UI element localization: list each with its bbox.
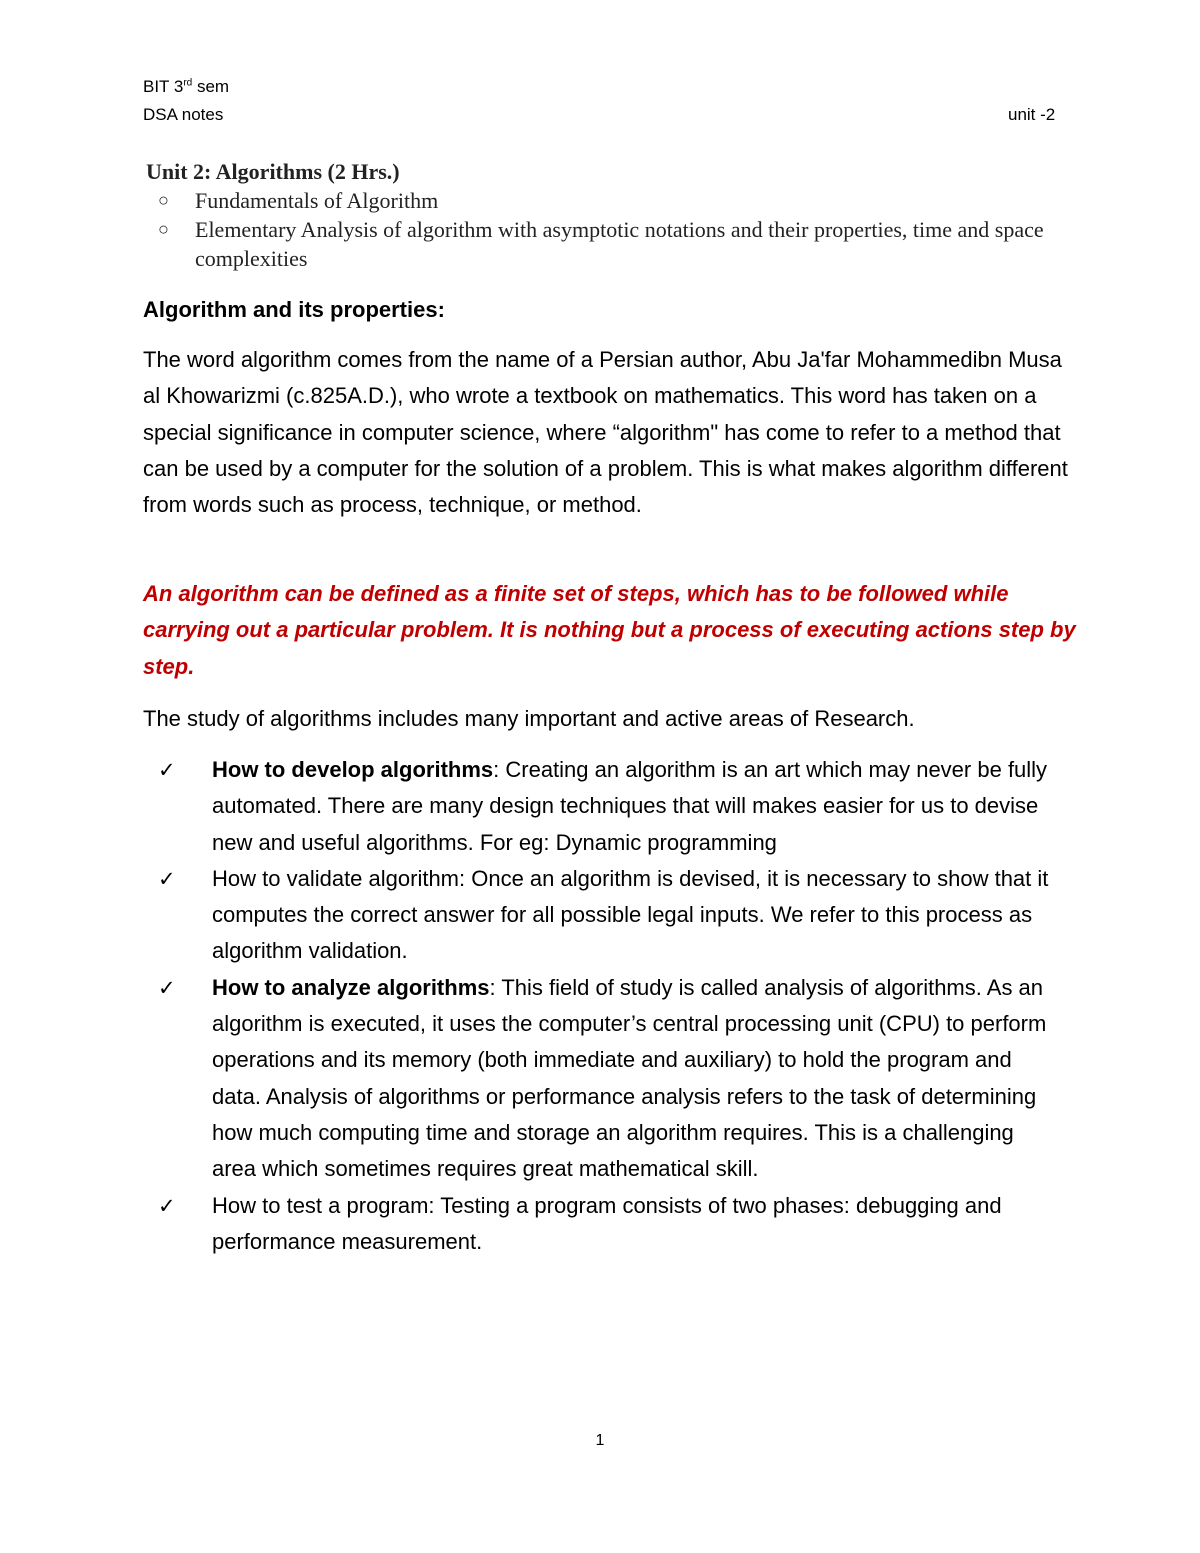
section-heading: Algorithm and its properties: (143, 297, 445, 322)
circle-bullet-icon: ○ (158, 190, 169, 210)
course-superscript: rd (183, 77, 193, 89)
checkmark-icon: ✓ (158, 758, 176, 782)
list-item (143, 752, 1063, 861)
subject-label: DSA notes (143, 105, 224, 124)
course-suffix: sem (192, 77, 230, 96)
syllabus-item-text: Fundamentals of Algorithm (195, 188, 439, 213)
syllabus-box (143, 158, 1153, 273)
list-item (143, 970, 1063, 1188)
syllabus-title: Unit 2: Algorithms (2 Hrs.) (146, 159, 400, 184)
item-text: How to validate algorithm: Once an algorithm is devised, it is necessary to show that it computes the correct answer for all possible legal inputs. We refer to this process as algorithm validation. (212, 865, 1049, 964)
checklist (143, 752, 1063, 1260)
study-paragraph: The study of algorithms includes many important and active areas of Research. (143, 706, 915, 731)
checkmark-icon: ✓ (158, 975, 176, 1000)
checkmark-icon: ✓ (158, 866, 176, 891)
unit-label: unit -2 (1008, 105, 1056, 124)
item-title: How to develop algorithms (212, 757, 494, 782)
syllabus-item (143, 215, 1153, 273)
definition-paragraph: An algorithm can be defined as a finite set of steps, which has to be followed while carrying out a particular problem. It is nothing but a process of executing actions step by step. (143, 581, 1076, 679)
item-text: : This field of study is called analysis of algorithms. As an algorithm is executed, it uses the computer’s central processing unit (CPU) to perform operations and its memory (both immediate and auxiliary) to hold the program and data. Analysis of algorithms or performance analysis refers to the task of determining how much computing time and storage an algorithm requires. This is a challenging area which sometimes requires great mathematical skill. (212, 974, 1047, 1182)
list-item (143, 1188, 1063, 1261)
circle-bullet-icon: ○ (158, 219, 169, 239)
intro-paragraph: The word algorithm comes from the name of a Persian author, Abu Ja'far Mohammedibn Musa al Khowarizmi (c.825A.D.), who wrote a textbook on mathematics. This word has taken on a special significance in computer science, where “algorithm" has come to refer to a method that can be used by a computer for the solution of a problem. This is what makes algorithm different from words such as process, technique, or method. (143, 347, 1068, 518)
item-text: How to test a program: Testing a program consists of two phases: debugging and performance measurement. (212, 1192, 1002, 1254)
item-text: : Creating an algorithm is an art which may never be fully automated. There are many design techniques that will makes easier for us to devise new and useful algorithms. For eg: Dynamic programming (212, 757, 1048, 855)
page-header (143, 73, 229, 129)
page-number: 1 (595, 1432, 605, 1449)
course-line (143, 73, 229, 101)
syllabus-item-text: Elementary Analysis of algorithm with asymptotic notations and their properties, time and space complexities (195, 217, 1044, 271)
course-prefix: BIT 3 (143, 77, 184, 96)
syllabus-item (143, 186, 1153, 215)
item-title: How to analyze algorithms (212, 974, 490, 1000)
list-item (143, 861, 1063, 970)
checkmark-icon: ✓ (158, 1193, 176, 1218)
